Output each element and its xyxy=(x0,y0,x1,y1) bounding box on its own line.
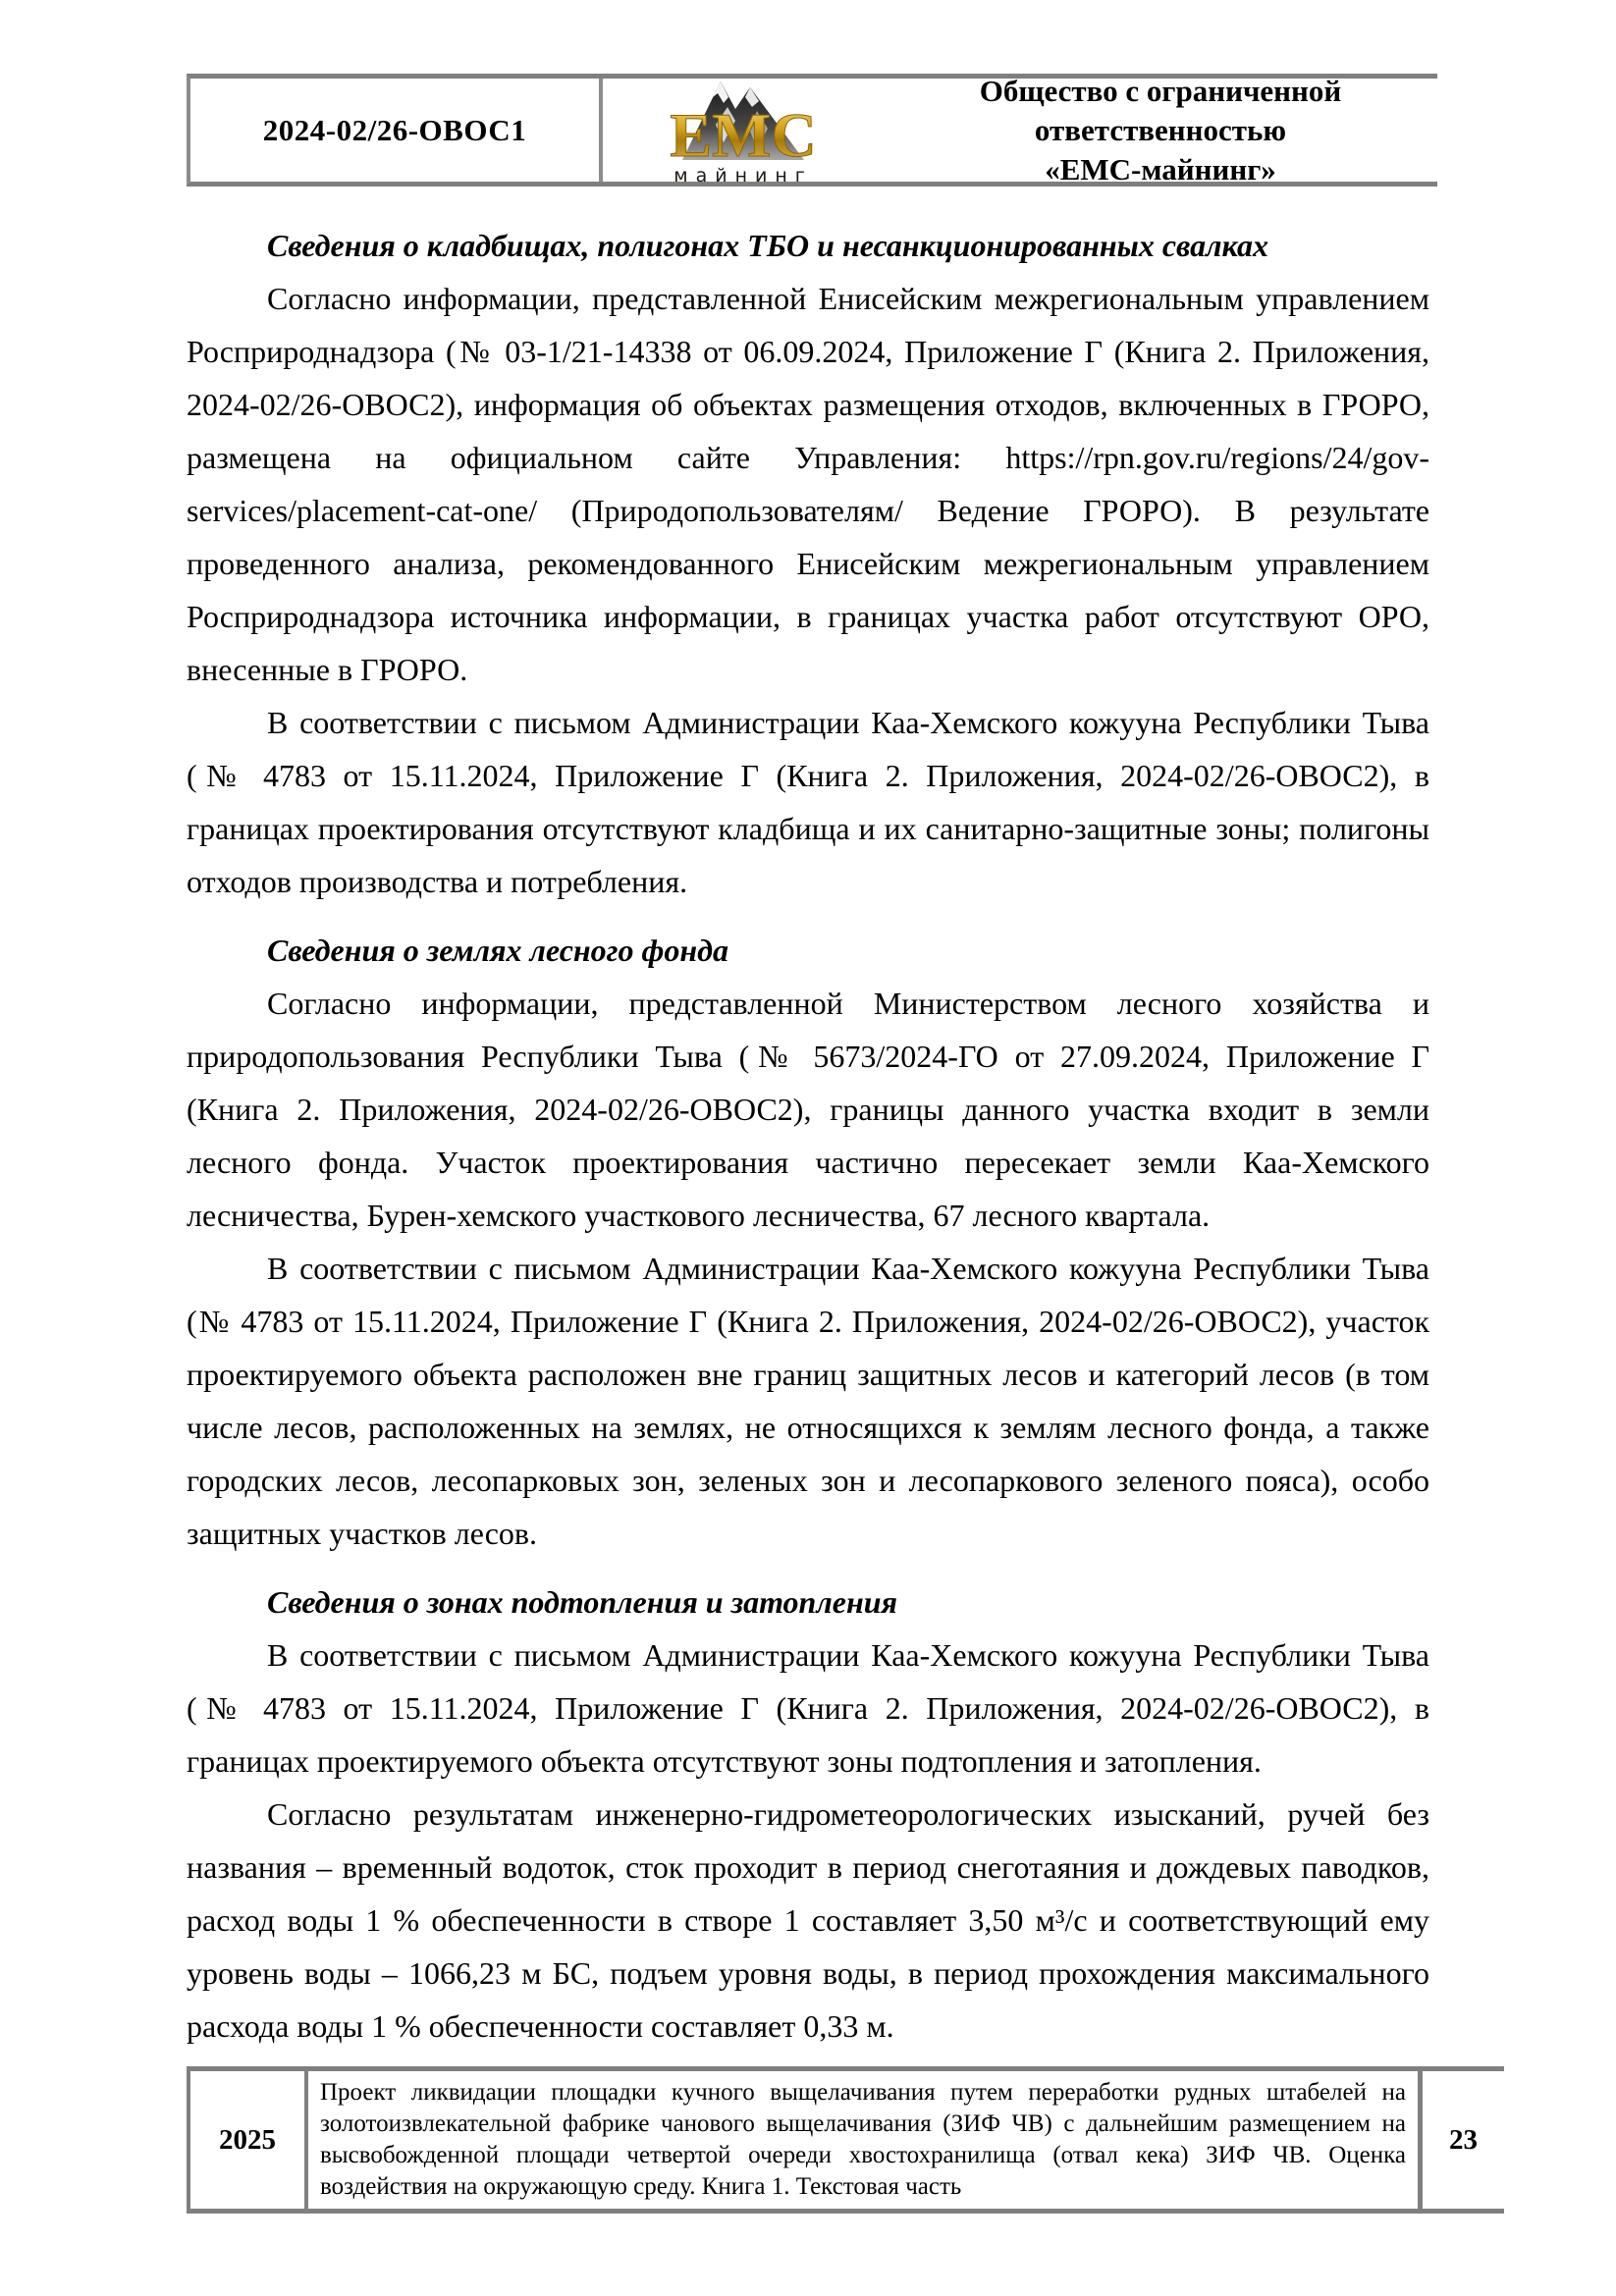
company-name-line1: Общество с ограниченной ответственностью xyxy=(979,73,1342,147)
paragraph: Согласно информации, представленной Министерством лесного хозяйства и природопользования Республики Тыва (№ 5673/2024-ГО от 27.09.2024, Приложение Г (Книга 2. Приложения, 2024-02/26-ОВОС2), границы данного участка входит в земли лесного фонда. Участок проектирования частично пересекает земли Каа-Хемского лесничества, Бурен-хемского участкового лесничества, 67 лесного квартала. xyxy=(187,986,1429,1233)
paragraph: В соответствии с письмом Администрации Каа-Хемского кожууна Республики Тыва (№ 4783 от 15.11.2024, Приложение Г (Книга 2. Приложения, 2024-02/26-ОВОС2), участок проектируемого объекта расположен вне границ защитных лесов и категорий лесов (в том числе лесов, расположенных на землях, не относящихся к землям лесного фонда, а также городских лесов, лесопарковых зон, зеленых зон и лесопаркового зеленого пояса), особо защитных участков лесов. xyxy=(187,1251,1429,1551)
footer-project-description: Проект ликвидации площадки кучного выщелачивания путем переработки рудных штабелей на золотоизвлекательной фабрике чанового выщелачивания (ЗИФ ЧВ) с дальнейшим размещением на высвобожденной площади четвертой очереди хвостохранилища (отвал кека) ЗИФ ЧВ. Оценка воздействия на окружающую среду. Книга 1. Текстовая часть xyxy=(320,2079,1406,2200)
paragraph: В соответствии с письмом Администрации Каа-Хемского кожууна Республики Тыва (№ 4783 от 15.11.2024, Приложение Г (Книга 2. Приложения, 2024-02/26-ОВОС2), в границах проектируемого объекта отсутствуют зоны подтопления и затопления. xyxy=(187,1637,1429,1779)
company-name-line2: «ЕМС-майнинг» xyxy=(1045,151,1276,187)
section-heading-flood-zones: Сведения о зонах подтопления и затопления xyxy=(267,1584,898,1620)
page-footer-table xyxy=(187,2066,1504,2214)
page-number: 23 xyxy=(1449,2123,1478,2156)
section-heading-cemeteries: Сведения о кладбищах, полигонах ТБО и несанкционированных свалках xyxy=(267,228,1268,263)
logo-main-text: ЕМС xyxy=(670,99,817,170)
emc-mining-logo xyxy=(655,74,832,187)
page-header-table xyxy=(187,74,1437,187)
doc-number: 2024-02/26-ОВОС1 xyxy=(262,112,527,147)
paragraph: В соответствии с письмом Администрации Каа-Хемского кожууна Республики Тыва (№ 4783 от 15.11.2024, Приложение Г (Книга 2. Приложения, 2024-02/26-ОВОС2), в границах проектирования отсутствуют кладбища и их санитарно-защитные зоны; полигоны отходов производства и потребления. xyxy=(187,705,1429,899)
section-heading-forest-lands: Сведения о землях лесного фонда xyxy=(267,933,729,968)
footer-year: 2025 xyxy=(219,2123,276,2156)
paragraph: Согласно информации, представленной Енисейским межрегиональным управлением Росприроднадзора (№ 03-1/21-14338 от 06.09.2024, Приложение Г (Книга 2. Приложения, 2024-02/26-ОВОС2), информация об объектах размещения отходов, включенных в ГРОРО, размещена на официальном сайте Управления: https://rpn.gov.ru/regions/24/gov-services/placement-cat-one/ (Природопользователям/ Ведение ГРОРО). В результате проведенного анализа, рекомендованного Енисейским межрегиональным управлением Росприроднадзора источника информации, в границах участка работ отсутствуют ОРО, внесенные в ГРОРО. xyxy=(187,281,1429,687)
document-body xyxy=(187,201,1429,2053)
header-cell-company xyxy=(884,73,1437,187)
paragraph: Согласно результатам инженерно-гидрометеорологических изысканий, ручей без названия – временный водоток, сток проходит в период снеготаяния и дождевых паводков, расход воды 1 % обеспеченности в створе 1 составляет 3,50 м³/с и соответствующий ему уровень воды – 1066,23 м БС, подъем уровня воды, в период прохождения максимального расхода воды 1 % обеспеченности составляет 0,33 м. xyxy=(187,1796,1429,2044)
footer-cell-project xyxy=(308,2071,1423,2209)
logo-sub-text: майнинг xyxy=(673,164,813,187)
footer-cell-page-number xyxy=(1423,2071,1504,2209)
header-cell-logo xyxy=(603,79,884,187)
footer-cell-year xyxy=(190,2071,308,2209)
header-cell-doc-number xyxy=(190,79,603,182)
